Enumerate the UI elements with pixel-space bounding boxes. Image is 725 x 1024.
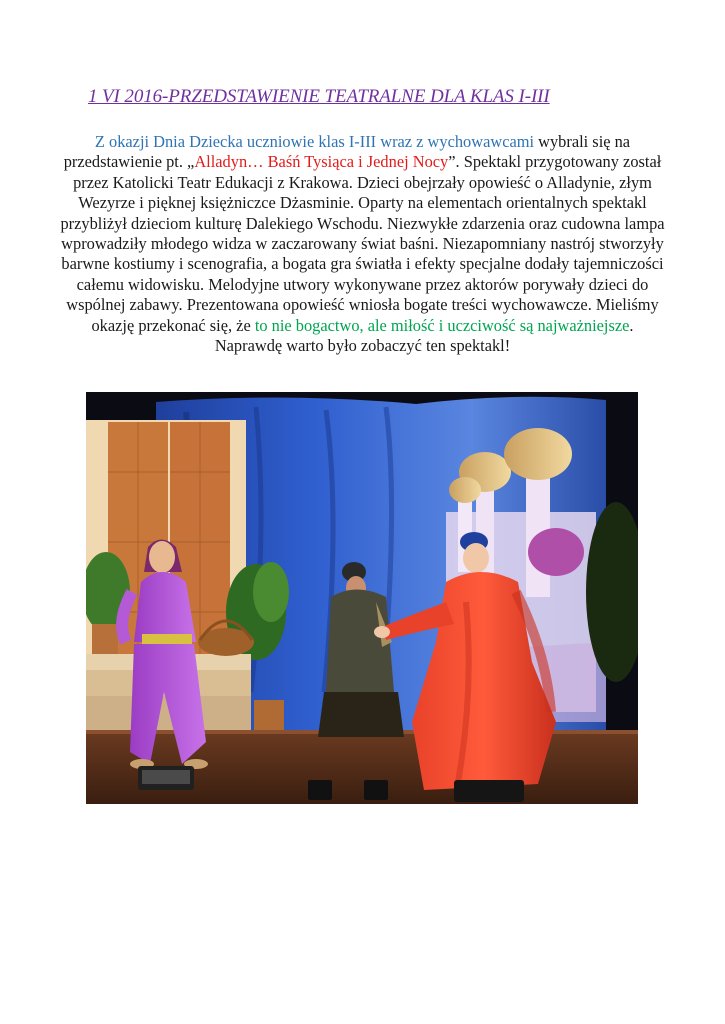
page-title: 1 VI 2016-PRZEDSTAWIENIE TEATRALNE DLA KLAS I-III <box>88 86 550 107</box>
article-paragraph <box>60 132 665 356</box>
paragraph-text-3: . Naprawdę warto było zobaczyć ten spektakl! <box>214 315 634 356</box>
theatre-stage-photo <box>86 392 638 804</box>
intro-text: Z okazji Dnia Dziecka uczniowie klas I-III wraz z wychowawcami <box>94 132 535 151</box>
paragraph-text-1: wybrali się na przedstawienie pt. „ <box>63 132 631 172</box>
paragraph-text-2: ”. Spektakl przygotowany został przez Katolicki Teatr Edukacji z Krakowa. Dzieci obejrzały opowieść o Alladynie, złym Wezyrze i pięknej księżniczce Dżasminie. Oparty na elementach orientalnych spektakl przybliżył dzieciom kulturę Dalekiego Wschodu. Niezwykłe zdarzenia oraz cudowna lampa wprowadziły młodego widza w zaczarowany świat baśni. Niezapomniany nastrój stworzyły barwne kostiumy i scenografia, a bogata gra światła i efekty specjalne dodały tajemniczości całemu widowisku. Melodyjne utwory wykonywane przez aktorów porywały dzieci do wspólnej zabawy. Prezentowana opowieść wniosła bogate treści wychowawcze. Mieliśmy okazję przekonać się, że <box>60 152 665 335</box>
play-title: Alladyn… Baśń Tysiąca i Jednej Nocy <box>194 152 449 172</box>
moral-text: to nie bogactwo, ale miłość i uczciwość są najważniejsze <box>254 315 630 335</box>
